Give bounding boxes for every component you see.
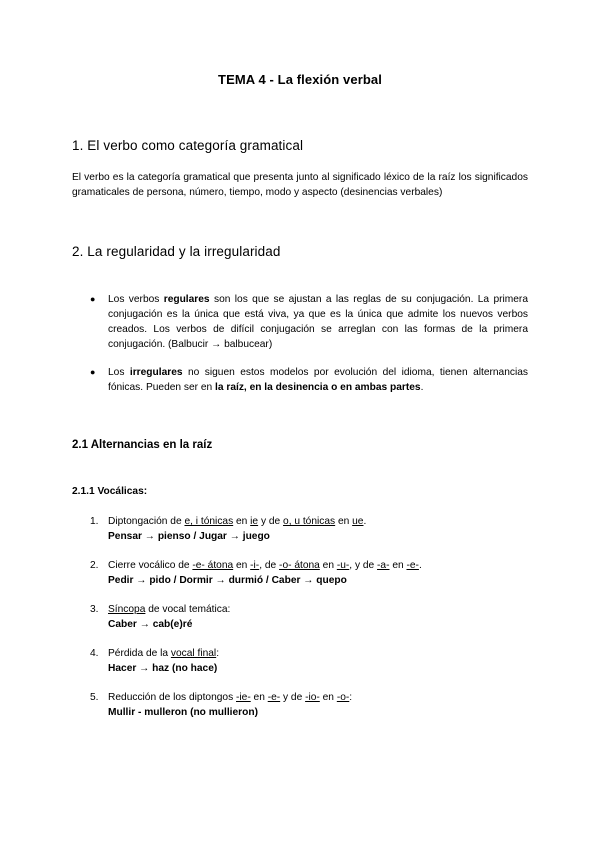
section-1-paragraph: El verbo es la categoría gramatical que presenta junto al significado léxico de la raíz los significados gramaticales de persona, número, tiempo, modo y aspecto (desinencias verbales) (72, 172, 528, 198)
list-number: 1. (90, 516, 99, 527)
section-2-1-heading: 2.1 Alternancias en la raíz (72, 439, 213, 451)
list-number: 2. (90, 560, 99, 571)
list-item-text: Cierre vocálico de -e- átona en -i-, de -o- átona en -u-, y de -a- en -e-. (108, 560, 422, 571)
list-item (90, 602, 530, 632)
section-2-1-1-heading: 2.1.1 Vocálicas: (72, 486, 148, 497)
list-number: 3. (90, 604, 99, 615)
section-2-heading: 2. La regularidad y la irregularidad (72, 244, 281, 259)
list-number: 4. (90, 648, 99, 659)
bullet-icon: ● (90, 367, 96, 377)
list-item-example: Pedir → pido / Dormir → durmió / Caber → quepo (108, 575, 347, 586)
list-item (90, 558, 530, 588)
list-item (90, 690, 530, 720)
bullet-irregulares (90, 365, 528, 395)
list-number: 5. (90, 692, 99, 703)
bullet-regulares-text: Los verbos regulares son los que se ajustan a las reglas de su conjugación. La primera conjugación es la única que está viva, ya que es la única que admite los nuevos verbos creados. Los verbos de difícil conjugación se arreglan con las formas de la primera conjugación. (Balbucir → balbucear) (108, 294, 528, 350)
list-item-example: Hacer → haz (no hace) (108, 663, 218, 674)
document-title: TEMA 4 - La flexión verbal (218, 72, 382, 87)
list-item-text: Síncopa de vocal temática: (108, 604, 231, 615)
list-item-example: Caber → cab(e)ré (108, 619, 193, 630)
list-item (90, 646, 530, 676)
bullet-irregulares-text: Los irregulares no siguen estos modelos por evolución del idioma, tienen alternancias fónicas. Pueden ser en la raíz, en la desinencia o en ambas partes. (108, 367, 529, 393)
list-item-text: Diptongación de e, i tónicas en ie y de o, u tónicas en ue. (108, 516, 367, 527)
bullet-regulares (90, 292, 528, 352)
bullet-icon: ● (90, 294, 96, 304)
list-item (90, 514, 530, 544)
list-item-text: Reducción de los diptongos -ie- en -e- y de -io- en -o-: (108, 692, 353, 703)
list-item-example: Pensar → pienso / Jugar → juego (108, 531, 270, 542)
section-1-heading: 1. El verbo como categoría gramatical (72, 138, 304, 153)
list-item-text: Pérdida de la vocal final: (108, 648, 220, 659)
list-item-example: Mullir - mulleron (no mullieron) (108, 707, 258, 718)
